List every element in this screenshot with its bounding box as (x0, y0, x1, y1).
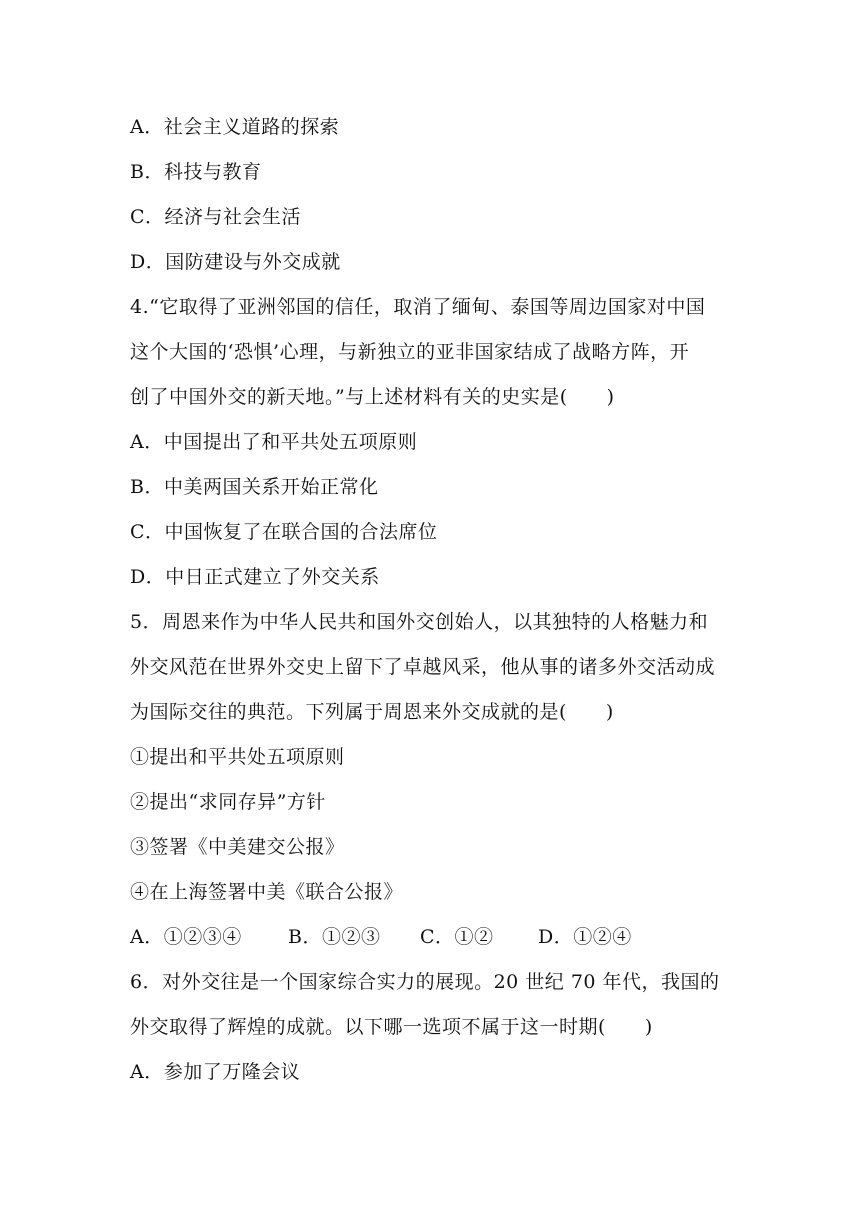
q4-option-c: C．中国恢复了在联合国的合法席位 (130, 521, 438, 543)
q4-option-a: A．中国提出了和平共处五项原则 (130, 431, 418, 453)
q4-stem-line2: 这个大国的‘恐惧’心理，与新独立的亚非国家结成了战略方阵，开 (130, 341, 690, 363)
q3-option-b: B．科技与教育 (130, 161, 262, 183)
q5-stem-line2: 外交风范在世界外交史上留下了卓越风采，他从事的诸多外交活动成 (130, 656, 716, 678)
q5-item-3: ③签署《中美建交公报》 (130, 836, 345, 858)
q3-option-c: C．经济与社会生活 (130, 206, 302, 228)
q3-option-d: D．国防建设与外交成就 (130, 251, 341, 273)
q5-item-2: ②提出“求同存异”方针 (130, 791, 326, 813)
q5-item-1: ①提出和平共处五项原则 (130, 746, 345, 768)
q5-options-row (130, 924, 740, 950)
q4-stem-line3: 创了中国外交的新天地。”与上述材料有关的史实是( ) (130, 386, 615, 408)
q5-item-4: ④在上海签署中美《联合公报》 (130, 881, 404, 903)
q5-option-b: B．①②③ (288, 926, 381, 948)
q6-option-a: A．参加了万隆会议 (130, 1061, 301, 1083)
q4-option-b: B．中美两国关系开始正常化 (130, 476, 379, 498)
q5-stem-line1: 5．周恩来作为中华人民共和国外交创始人，以其独特的人格魅力和 (130, 611, 709, 633)
q5-option-a: A．①②③④ (130, 926, 242, 948)
q5-option-c: C．①② (420, 926, 494, 948)
q6-stem-line1: 6．对外交往是一个国家综合实力的展现。20 世纪 70 年代，我国的 (130, 971, 720, 993)
q5-stem-line3: 为国际交往的典范。下列属于周恩来外交成就的是( ) (130, 701, 614, 723)
q4-stem-line1: 4.“它取得了亚洲邻国的信任，取消了缅甸、泰国等周边国家对中国 (130, 296, 706, 318)
q4-option-d: D．中日正式建立了外交关系 (130, 566, 380, 588)
q6-stem-line2: 外交取得了辉煌的成就。以下哪一选项不属于这一时期( ) (130, 1016, 653, 1038)
q5-option-d: D．①②④ (538, 926, 632, 948)
q3-option-a: A．社会主义道路的探索 (130, 116, 340, 138)
